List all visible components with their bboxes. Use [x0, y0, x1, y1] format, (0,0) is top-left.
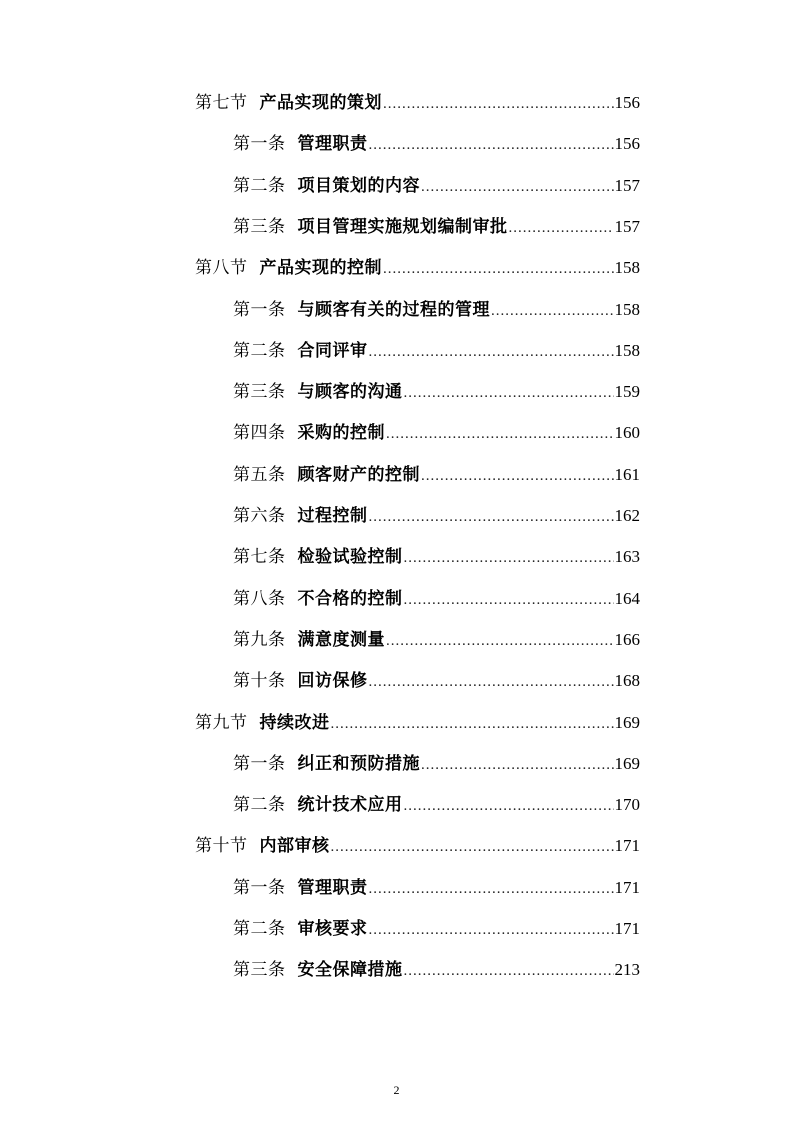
toc-entry-page: 160: [614, 423, 640, 443]
toc-entry-page: 158: [614, 258, 640, 278]
toc-dot-leader: [404, 956, 614, 986]
toc-entry-title: 检验试验控制: [297, 547, 403, 568]
toc-entry-title: 过程控制: [297, 506, 368, 526]
toc-entry-title: 管理职责: [297, 877, 368, 898]
toc-article-entry[interactable]: [233, 749, 640, 779]
toc-entry-page: 169: [614, 712, 640, 732]
toc-dot-leader: [421, 461, 614, 491]
toc-article-entry[interactable]: [233, 460, 640, 490]
toc-entry-title: 满意度测量: [297, 629, 385, 650]
toc-entry-number: 第一条: [233, 299, 286, 320]
toc-dot-leader: [404, 378, 614, 408]
toc-article-entry[interactable]: [233, 955, 640, 985]
toc-entry-page: 170: [614, 795, 640, 815]
toc-dot-leader: [386, 626, 614, 656]
toc-entry-title: 项目管理实施规划编制审批: [297, 216, 508, 237]
toc-dot-leader: [331, 832, 614, 862]
toc-entry-page: 157: [614, 216, 640, 236]
toc-dot-leader: [404, 543, 614, 573]
toc-article-entry[interactable]: [233, 336, 640, 366]
toc-dot-leader: [386, 419, 614, 449]
toc-entry-number: 第八节: [195, 258, 248, 279]
toc-entry-page: 157: [614, 175, 640, 195]
toc-entry-title: 顾客财产的控制: [297, 464, 420, 485]
toc-entry-page: 168: [614, 671, 640, 691]
toc-dot-leader: [369, 915, 614, 945]
toc-entry-title: 内部审核: [259, 836, 330, 857]
toc-article-entry[interactable]: [233, 418, 640, 448]
toc-dot-leader: [383, 89, 614, 119]
toc-dot-leader: [331, 709, 614, 739]
toc-entry-number: 第一条: [233, 877, 286, 898]
toc-entry-number: 第二条: [233, 175, 286, 196]
toc-entry-title: 安全保障措施: [297, 960, 403, 981]
toc-entry-title: 与顾客的沟通: [297, 382, 403, 403]
page-number: 2: [393, 1083, 400, 1097]
toc-article-entry[interactable]: [233, 790, 640, 820]
toc-article-entry[interactable]: [233, 666, 640, 696]
toc-entry-title: 合同评审: [297, 340, 368, 361]
toc-dot-leader: [383, 254, 614, 284]
toc-entry-page: 164: [614, 588, 640, 608]
toc-entry-page: 213: [614, 960, 640, 980]
toc-entry-title: 项目策划的内容: [297, 175, 420, 196]
toc-article-entry[interactable]: [233, 295, 640, 325]
toc-entry-number: 第八条: [233, 588, 286, 609]
toc-entry-number: 第九节: [195, 712, 248, 733]
toc-entry-number: 第二条: [233, 919, 286, 939]
toc-entry-page: 156: [614, 134, 640, 154]
toc-entry-number: 第五条: [233, 464, 286, 485]
toc-entry-title: 纠正和预防措施: [297, 753, 420, 774]
toc-section-entry[interactable]: [195, 253, 640, 283]
toc-entry-number: 第十节: [195, 836, 248, 857]
toc-entry-page: 169: [614, 753, 640, 773]
toc-entry-title: 审核要求: [297, 919, 368, 939]
toc-article-entry[interactable]: [233, 501, 640, 531]
toc-article-entry[interactable]: [233, 129, 640, 159]
toc-dot-leader: [404, 585, 614, 615]
toc-entry-title: 回访保修: [297, 671, 368, 692]
toc-article-entry[interactable]: [233, 212, 640, 242]
toc-entry-title: 与顾客有关的过程的管理: [297, 299, 490, 320]
toc-section-entry[interactable]: [195, 708, 640, 738]
toc-entry-title: 产品实现的策划: [259, 93, 382, 113]
toc-article-entry[interactable]: [233, 873, 640, 903]
toc-article-entry[interactable]: [233, 625, 640, 655]
toc-entry-number: 第七节: [195, 93, 248, 113]
toc-article-entry[interactable]: [233, 542, 640, 572]
toc-entry-number: 第四条: [233, 423, 286, 444]
toc-entry-page: 161: [614, 464, 640, 484]
toc-entry-number: 第三条: [233, 216, 286, 237]
toc-section-entry[interactable]: [195, 831, 640, 861]
toc-entry-title: 产品实现的控制: [259, 258, 382, 279]
toc-entry-title: 采购的控制: [297, 423, 385, 444]
toc-entry-number: 第一条: [233, 134, 286, 155]
toc-entry-page: 171: [614, 919, 640, 938]
toc-dot-leader: [369, 667, 614, 697]
toc-entry-title: 管理职责: [297, 134, 368, 155]
toc-article-entry[interactable]: [233, 914, 640, 944]
toc-section-entry[interactable]: [195, 88, 640, 118]
toc-entry-number: 第九条: [233, 629, 286, 650]
toc-entry-page: 158: [614, 299, 640, 319]
toc-entry-page: 171: [614, 877, 640, 897]
toc-dot-leader: [369, 502, 614, 532]
toc-entry-number: 第十条: [233, 671, 286, 692]
toc-entry-number: 第七条: [233, 547, 286, 568]
toc-entry-page: 156: [614, 93, 640, 112]
toc-entry-page: 159: [614, 382, 640, 402]
toc-dot-leader: [369, 874, 614, 904]
toc-entry-page: 166: [614, 629, 640, 649]
toc-dot-leader: [404, 791, 614, 821]
toc-dot-leader: [369, 337, 614, 367]
toc-entry-page: 163: [614, 547, 640, 567]
toc-entry-title: 统计技术应用: [297, 795, 403, 816]
toc-article-entry[interactable]: [233, 171, 640, 201]
toc-dot-leader: [491, 296, 614, 326]
toc-entry-title: 持续改进: [259, 712, 330, 733]
toc-entry-number: 第三条: [233, 382, 286, 403]
toc-entry-number: 第三条: [233, 960, 286, 981]
toc-dot-leader: [369, 130, 614, 160]
toc-article-entry[interactable]: [233, 377, 640, 407]
toc-entry-title: 不合格的控制: [297, 588, 403, 609]
toc-entry-number: 第二条: [233, 795, 286, 816]
toc-entry-number: 第二条: [233, 340, 286, 361]
toc-dot-leader: [421, 750, 614, 780]
toc-dot-leader: [509, 213, 614, 243]
toc-entry-page: 158: [614, 340, 640, 360]
toc-article-entry[interactable]: [233, 584, 640, 614]
toc-entry-number: 第一条: [233, 753, 286, 774]
toc-dot-leader: [421, 172, 614, 202]
toc-entry-page: 162: [614, 506, 640, 525]
toc-entry-page: 171: [614, 836, 640, 856]
toc-entry-number: 第六条: [233, 506, 286, 526]
